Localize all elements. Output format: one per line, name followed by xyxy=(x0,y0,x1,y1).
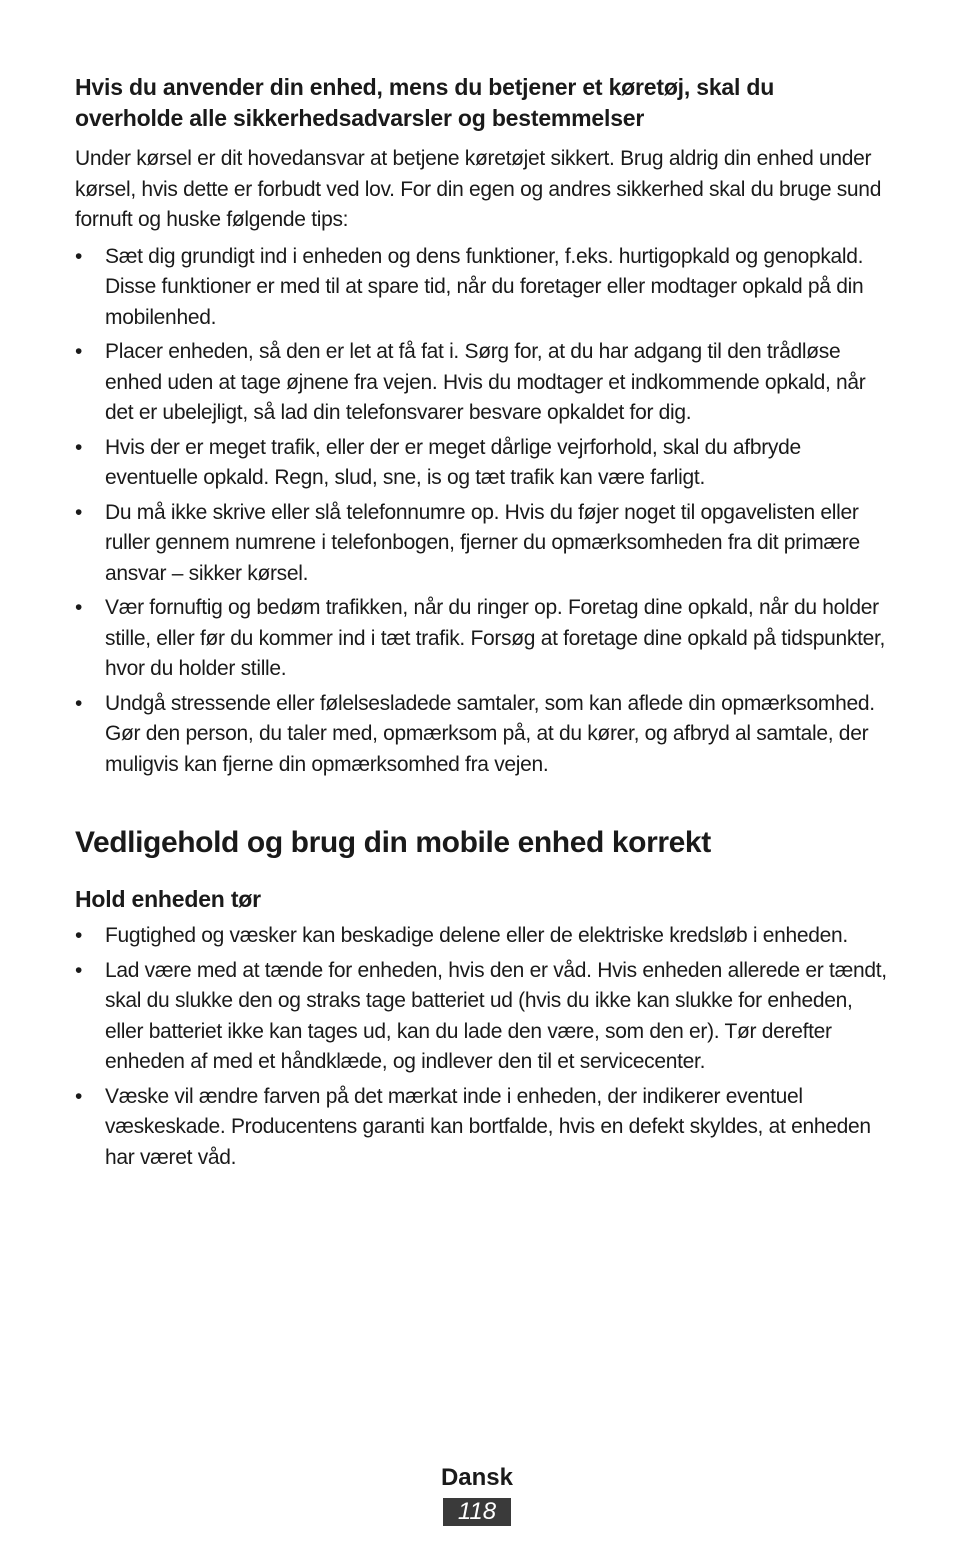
bullet-icon: • xyxy=(75,435,83,459)
bullet-icon: • xyxy=(75,244,83,268)
page-number: 118 xyxy=(443,1498,511,1526)
list-item: • Sæt dig grundigt ind i enheden og dens funktioner, f.eks. hurtigopkald og genopkald. Disse funktioner er med til at spare tid, når du foretager eller modtager opkald på din mobilenhed. xyxy=(75,242,887,334)
section-title: Vedligehold og brug din mobile enhed korrekt xyxy=(75,826,711,859)
keep-dry-list xyxy=(75,921,887,1173)
list-item: • Placer enheden, så den er let at få fat i. Sørg for, at du har adgang til den trådløse enhed uden at tage øjnene fra vejen. Hvis du modtager et indkommende opkald, når det er ubelejligt, så lad din telefonsvarer besvare opkaldet for dig. xyxy=(75,337,887,429)
page-footer xyxy=(0,1462,954,1526)
footer-language: Dansk xyxy=(440,1464,514,1491)
bullet-icon: • xyxy=(75,1084,83,1108)
bullet-icon: • xyxy=(75,691,83,715)
list-item: • Væske vil ændre farven på det mærkat inde i enheden, der indikerer eventuel væskeskade. Producentens garanti kan bortfalde, hvis en defekt skyldes, at enheden har været våd. xyxy=(75,1082,887,1174)
bullet-icon: • xyxy=(75,596,83,619)
driving-tips-list xyxy=(75,242,887,781)
driving-intro: Under kørsel er dit hovedansvar at betjene køretøjet sikkert. Brug aldrig din enhed under kørsel, hvis dette er forbudt ved lov. For din egen og andres sikkerhed skal du bruge sund fornuft og huske følgende tips: xyxy=(75,147,882,231)
bullet-icon: • xyxy=(75,924,83,947)
list-item: • Lad være med at tænde for enheden, hvis den er våd. Hvis enheden allerede er tændt, skal du slukke den og straks tage batteriet ud (hvis du ikke kan slukke for enheden, eller batteriet ikke kan tages ud, kan du lade den være, som den er). Tør derefter enheden af med et håndklæde, og indlever den til et servicecenter. xyxy=(75,956,887,1078)
list-item: • Du må ikke skrive eller slå telefonnumre op. Hvis du føjer noget til opgavelisten eller ruller gennem numrene i telefonbogen, fjerner du opmærksomheden fra dit primære ansvar – sikker kørsel. xyxy=(75,498,887,590)
keep-dry-heading: Hold enheden tør xyxy=(75,886,261,912)
list-item: • Vær fornuftig og bedøm trafikken, når du ringer op. Foretag dine opkald, når du holder stille, eller før du kommer ind i tæt trafik. Forsøg at foretage dine opkald på tidspunkter, hvor du holder stille. xyxy=(75,593,887,685)
bullet-icon: • xyxy=(75,340,83,363)
bullet-icon: • xyxy=(75,958,83,982)
list-item: • Undgå stressende eller følelsesladede samtaler, som kan aflede din opmærksomhed. Gør den person, du taler med, opmærksom på, at du kører, og afbryd al samtale, der muligvis kan fjerne din opmærksomhed fra vejen. xyxy=(75,689,887,781)
driving-heading: Hvis du anvender din enhed, mens du betjener et køretøj, skal du overholde alle sikkerhedsadvarsler og bestemmelser xyxy=(75,74,775,131)
list-item: • Fugtighed og væsker kan beskadige delene eller de elektriske kredsløb i enheden. xyxy=(75,921,887,952)
manual-page xyxy=(75,72,887,1177)
list-item: • Hvis der er meget trafik, eller der er meget dårlige vejrforhold, skal du afbryde eventuelle opkald. Regn, slud, sne, is og tæt trafik kan være farligt. xyxy=(75,433,887,494)
bullet-icon: • xyxy=(75,500,83,524)
